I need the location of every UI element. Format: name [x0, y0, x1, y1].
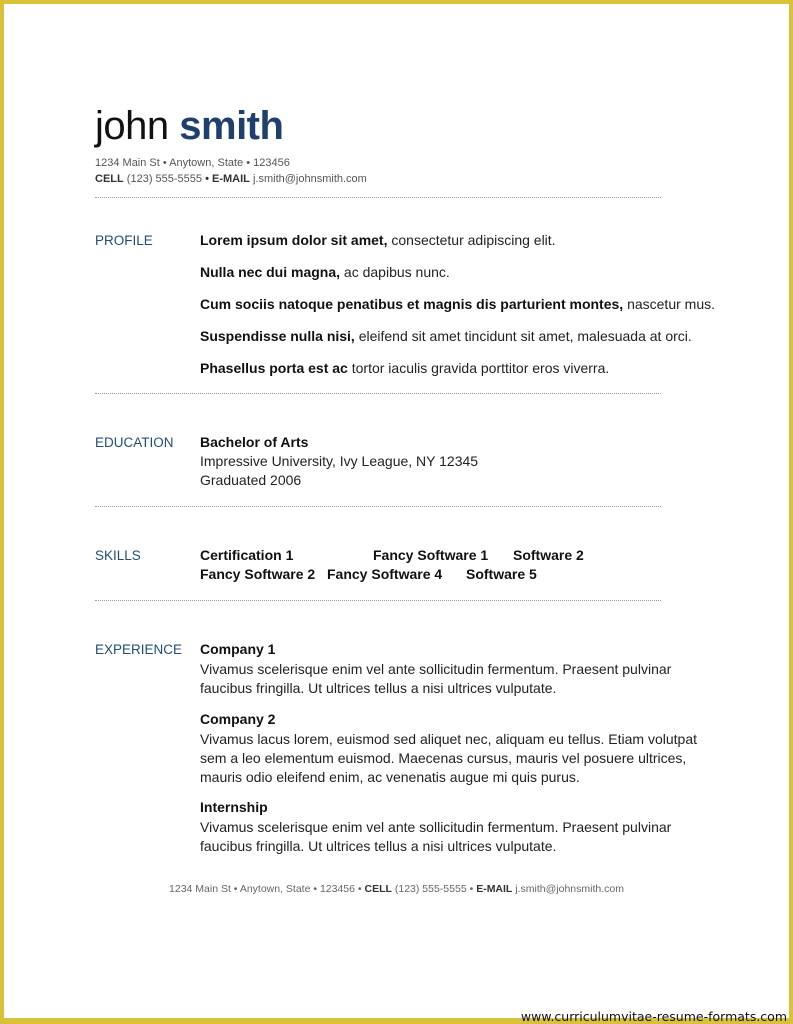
- skill-item: Certification 1: [200, 547, 294, 563]
- profile-line: Lorem ipsum dolor sit amet, consectetur adipiscing elit.: [200, 232, 556, 248]
- header-contact-line: [95, 173, 367, 185]
- profile-line: Suspendisse nulla nisi, eleifend sit amet tincidunt sit amet, malesuada at orci.: [200, 328, 692, 344]
- education-degree: Bachelor of Arts: [200, 434, 309, 450]
- job-description: Vivamus scelerisque enim vel ante sollicitudin fermentum. Praesent pulvinar faucibus fringilla. Ut ultrices tellus a nisi ultrices vulputate.: [200, 661, 672, 696]
- section-title-skills: SKILLS: [95, 548, 141, 563]
- email-label: E-MAIL: [212, 173, 250, 185]
- job-description: Vivamus lacus lorem, euismod sed aliquet nec, aliquam eu tellus. Etiam volutpat sem a leo elementum euismod. Maecenas cursus, mauris vel posuere ultrices, mauris odio eleifend enim, ac venenatis augue mi quis purus.: [200, 731, 697, 785]
- job-description: Vivamus scelerisque enim vel ante sollicitudin fermentum. Praesent pulvinar faucibus fringilla. Ut ultrices tellus a nisi ultrices vulputate.: [200, 819, 672, 854]
- divider: [95, 393, 661, 394]
- divider: [95, 600, 661, 601]
- section-title-profile: PROFILE: [95, 233, 153, 248]
- skill-item: Software 5: [466, 566, 537, 582]
- section-title-education: EDUCATION: [95, 435, 174, 450]
- cell-value: (123) 555-5555: [126, 173, 203, 185]
- profile-line: Phasellus porta est ac tortor iaculis gravida porttitor eros viverra.: [200, 360, 610, 376]
- job-company: Company 1: [200, 641, 276, 657]
- profile-line: Nulla nec dui magna, ac dapibus nunc.: [200, 264, 450, 280]
- divider: [95, 506, 661, 507]
- job-company: Internship: [200, 799, 268, 815]
- section-title-experience: EXPERIENCE: [95, 642, 183, 657]
- resume-page: [4, 4, 789, 1018]
- profile-line: Cum sociis natoque penatibus et magnis dis parturient montes, nascetur mus.: [200, 296, 716, 312]
- divider: [95, 197, 661, 198]
- header-address: 1234 Main St • Anytown, State • 123456: [95, 157, 290, 169]
- first-name: john: [95, 104, 169, 148]
- skill-item: Fancy Software 1: [373, 547, 489, 563]
- education-graduated: Graduated 2006: [200, 472, 302, 488]
- contact-bullet: •: [205, 173, 209, 185]
- skill-item: Fancy Software 2: [200, 566, 316, 582]
- footer-contact: 1234 Main St • Anytown, State • 123456 • CELL (123) 555-5555 • E-MAIL j.smith@johnsmith.com: [169, 883, 624, 895]
- watermark-url: www.curriculumvitae-resume-formats.com: [520, 1009, 787, 1024]
- candidate-name: [95, 102, 283, 150]
- skill-item: Software 2: [513, 547, 584, 563]
- last-name: smith: [179, 104, 284, 148]
- email-value: j.smith@johnsmith.com: [252, 173, 367, 185]
- job-company: Company 2: [200, 711, 276, 727]
- education-school: Impressive University, Ivy League, NY 12345: [200, 453, 479, 469]
- cell-label: CELL: [95, 173, 124, 185]
- skill-item: Fancy Software 4: [327, 566, 443, 582]
